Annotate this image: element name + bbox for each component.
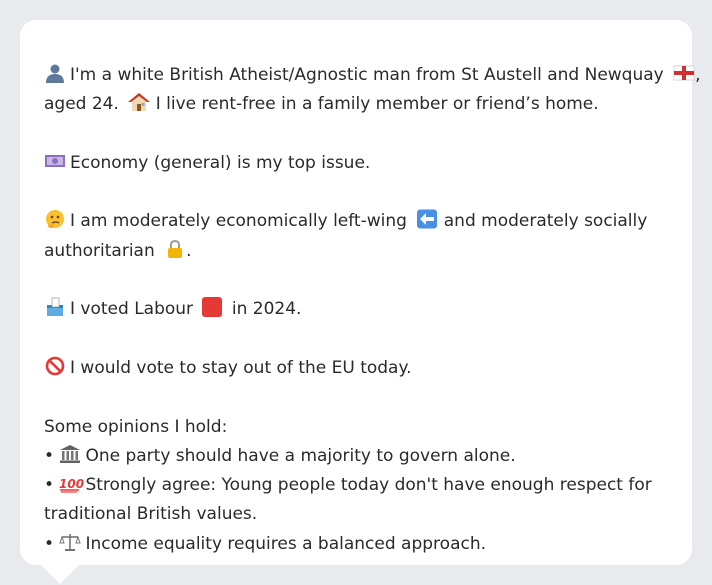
issue-line [44,149,668,178]
opinion-text-1: One party should have a majority to govern alone. [85,445,516,466]
eu-line [44,354,668,383]
authoritarian-text: authoritarian [44,240,155,261]
hundred-points-icon [59,473,85,493]
labour-red-square-icon [202,297,222,317]
bullet: • [44,445,55,466]
opinion-item-1 [44,442,668,471]
ideology-line-1 [44,207,668,236]
bullet: • [44,533,55,554]
profile-line-1 [44,61,701,90]
vote-line [44,295,668,324]
opinion-item-2 [44,471,668,500]
thinking-face-icon [44,209,66,229]
eu-stance-text: I would vote to stay out of the EU today. [70,357,412,378]
opinion-text-3: Income equality requires a balanced approach. [85,533,487,554]
profile-identity-text: I'm a white British Atheist/Agnostic man from St Austell and Newquay [70,65,664,85]
house-icon [128,92,150,112]
vote-party-text: I voted Labour [70,299,194,320]
england-flag-icon [673,63,695,83]
opinion-item-3 [44,530,668,559]
prohibited-icon [44,356,66,376]
profile-line-2 [44,90,668,119]
economic-stance-text: I am moderately economically left-wing [70,211,407,232]
opinion-text-2a: Strongly agree: Young people today don't have enough respect for [85,475,652,496]
ballot-box-icon [44,297,66,317]
top-issue-text: Economy (general) is my top issue. [70,152,371,173]
comma-text: , [695,65,701,85]
classical-building-icon [59,444,81,464]
vote-year-text: in 2024. [231,299,302,320]
opinion-item-2-continued: traditional British values. [44,504,258,525]
svg-text:100: 100 [59,477,85,492]
money-icon [44,151,66,171]
social-stance-text: and moderately socially [443,211,648,232]
left-arrow-icon [416,209,438,229]
housing-text: I live rent-free in a family member or friend’s home. [155,94,599,115]
ideology-line-2 [44,237,668,266]
padlock-icon [164,239,186,259]
person-icon [44,63,66,83]
bubble-tail [40,564,80,584]
balance-scale-icon [59,532,81,552]
opinions-heading: Some opinions I hold: [44,416,228,437]
age-text: aged 24. [44,94,119,115]
period-text: . [186,240,192,261]
bullet: • [44,475,55,496]
message-bubble [20,20,701,565]
